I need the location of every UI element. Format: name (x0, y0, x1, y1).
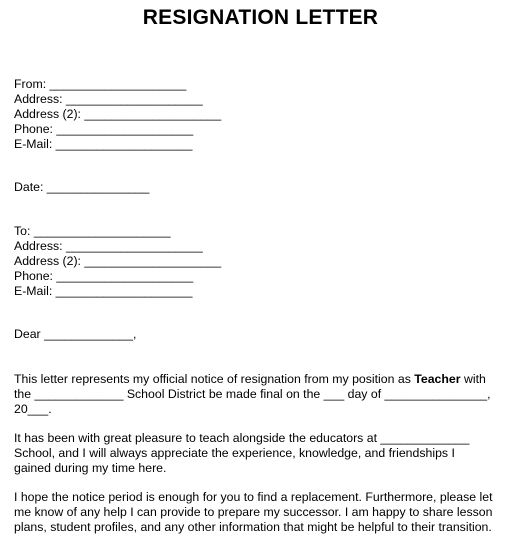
paragraph-gratitude-line-3: gained during my time here. (14, 461, 167, 475)
notice-text-b: with (460, 372, 486, 386)
paragraph-notice (14, 372, 514, 417)
recipient-to-line: To: ____________________ (14, 224, 171, 238)
document-title: RESIGNATION LETTER (142, 6, 379, 29)
salutation-block (14, 327, 136, 342)
paragraph-transition (14, 490, 514, 535)
date-line: Date: _______________ (14, 180, 150, 194)
paragraph-notice-line-2: the _____________ School District be made final on the ___ day of _______________, (14, 387, 491, 401)
sender-address2-line: Address (2): ____________________ (14, 107, 222, 121)
sender-email-line: E-Mail: ____________________ (14, 137, 193, 151)
salutation-line: Dear _____________, (14, 327, 137, 341)
notice-text-a: This letter represents my official notice of resignation from my position as (14, 372, 415, 386)
paragraph-gratitude (14, 431, 514, 476)
recipient-block (14, 224, 221, 299)
recipient-phone-line: Phone: ____________________ (14, 269, 194, 283)
sender-block (14, 77, 221, 152)
paragraph-notice-line-3: 20___. (14, 402, 52, 416)
recipient-address2-line: Address (2): ____________________ (14, 254, 222, 268)
paragraph-transition-line-2: me know of any help I can provide to prepare my successor. I am happy to share lesson (14, 505, 493, 519)
sender-from-line: From: ____________________ (14, 77, 187, 91)
sender-phone-line: Phone: ____________________ (14, 122, 194, 136)
paragraph-notice-line-1 (14, 372, 514, 387)
sender-address-line: Address: ____________________ (14, 92, 203, 106)
paragraph-transition-line-1: I hope the notice period is enough for you to find a replacement. Furthermore, please let (14, 490, 493, 504)
recipient-address-line: Address: ____________________ (14, 239, 203, 253)
paragraph-transition-line-3: plans, student profiles, and any other information that might be helpful to their transition. (14, 520, 492, 534)
position-title: Teacher (414, 372, 461, 386)
paragraph-gratitude-line-2: School, and I will always appreciate the experience, knowledge, and friendships I (14, 446, 455, 460)
paragraph-gratitude-line-1: It has been with great pleasure to teach alongside the educators at _____________ (14, 431, 470, 445)
date-block (14, 180, 149, 195)
recipient-email-line: E-Mail: ____________________ (14, 284, 193, 298)
